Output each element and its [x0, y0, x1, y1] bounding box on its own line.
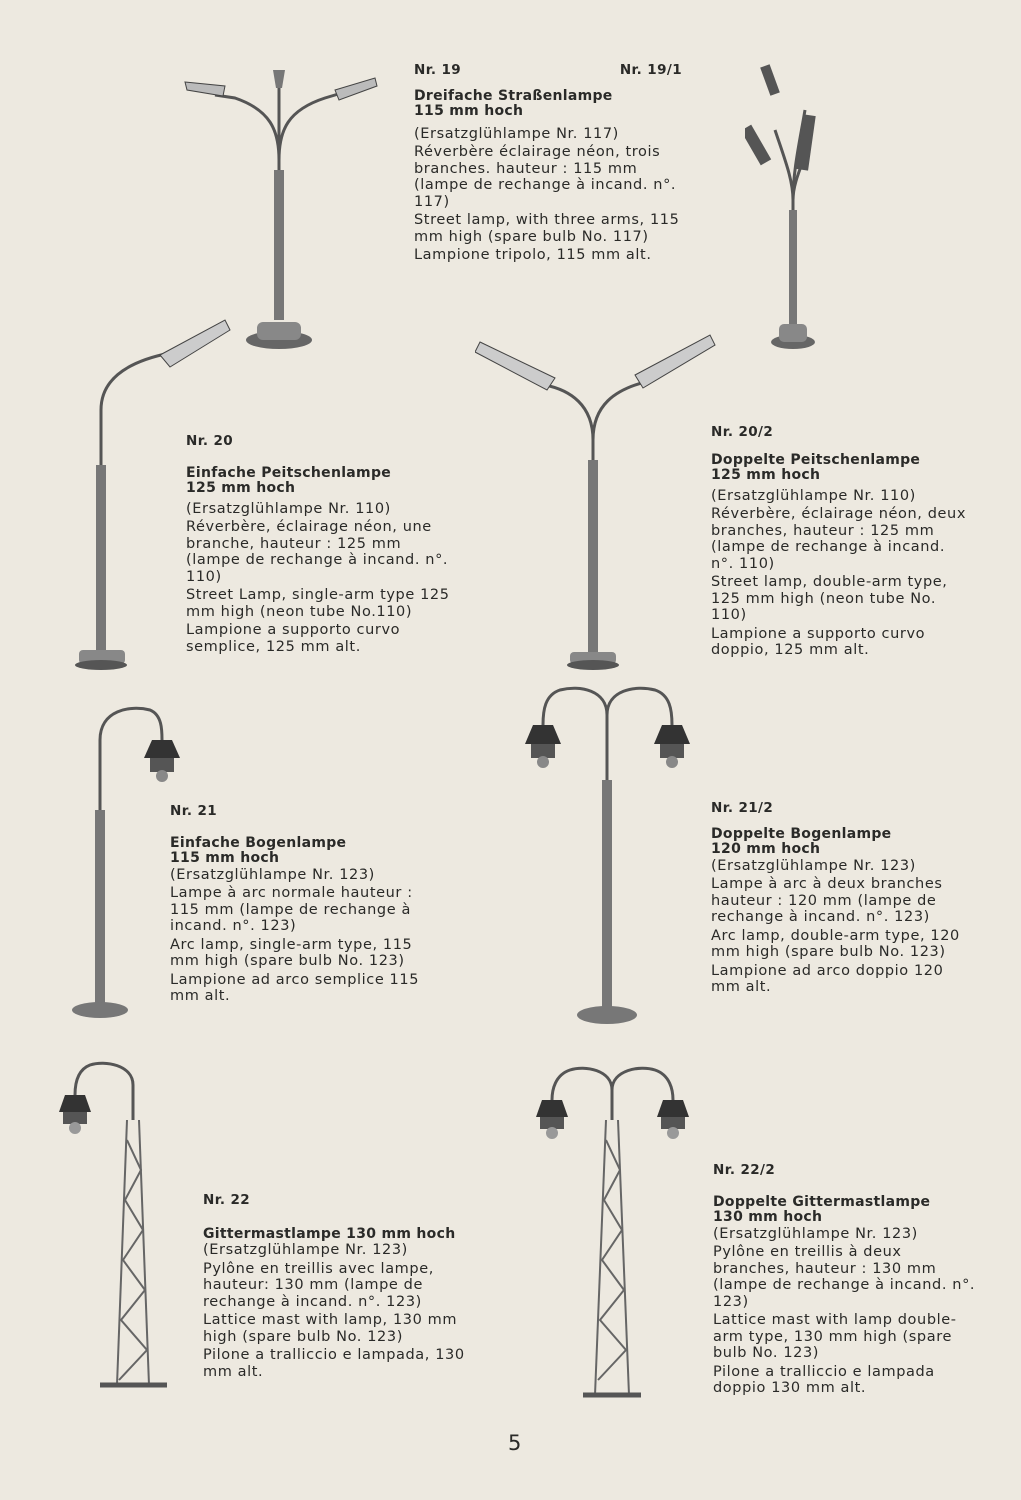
item-20-2-description [711, 424, 971, 661]
item-21-number: Nr. 21 [170, 803, 218, 819]
item-22-title: Gittermastlampe 130 mm hoch [203, 1225, 456, 1242]
item-20-italian: Lampione a supporto curvo semplice, 125 mm alt. [186, 622, 401, 655]
lamp-19-1-illustration [745, 60, 840, 355]
item-19-numbers [414, 62, 682, 79]
item-22-2-title: Doppelte Gittermastlampe [713, 1193, 931, 1210]
item-21-2-french: Lampe à arc à deux branches hauteur : 120 mm (lampe de rechange à incand. n°. 123) [711, 876, 943, 925]
item-22-2-italian: Pilone a tralliccio e lampada doppio 130 mm alt. [713, 1363, 935, 1396]
item-20-2-height: 125 mm hoch [711, 467, 821, 483]
item-22-number: Nr. 22 [203, 1192, 251, 1208]
item-19-number: Nr. 19 [414, 62, 462, 78]
item-21-height: 115 mm hoch [170, 850, 280, 866]
item-20-2-title: Doppelte Peitschenlampe [711, 451, 921, 468]
lamp-22-illustration [55, 1060, 190, 1410]
item-21-english: Arc lamp, single-arm type, 115 mm high (spare bulb No. 123) [170, 936, 413, 969]
lamp-19-illustration [175, 60, 390, 355]
item-19-italian: Lampione tripolo, 115 mm alt. [414, 247, 652, 263]
item-21-french: Lampe à arc normale hauteur : 115 mm (lampe de rechange à incand. n°. 123) [170, 885, 413, 934]
item-19-french: Réverbère éclairage néon, trois branches. hauteur : 115 mm (lampe de rechange à incand. n°. 117) [414, 144, 677, 210]
item-22-english: Lattice mast with lamp, 130 mm high (spare bulb No. 123) [203, 1312, 458, 1345]
item-21-italian: Lampione ad arco semplice 115 mm alt. [170, 971, 420, 1004]
item-22-2-german: (Ersatzglühlampe Nr. 123) [713, 1225, 918, 1242]
item-19-1-number: Nr. 19/1 [619, 62, 682, 78]
item-20-2-italian: Lampione a supporto curvo doppio, 125 mm alt. [711, 625, 926, 658]
item-20-english: Street Lamp, single-arm type 125 mm high (neon tube No.110) [186, 587, 450, 620]
item-19-english: Street lamp, with three arms, 115 mm high (spare bulb No. 117) [414, 212, 680, 245]
item-21-2-description [711, 800, 976, 998]
item-20-2-english: Street lamp, double-arm type, 125 mm high (neon tube No. 110) [711, 574, 948, 623]
item-22-2-french: Pylône en treillis à deux branches, hauteur : 130 mm (lampe de rechange à incand. n°. 123) [713, 1244, 976, 1310]
item-20-height: 125 mm hoch [186, 480, 296, 496]
item-22-2-english: Lattice mast with lamp double-arm type, 130 mm high (spare bulb No. 123) [713, 1312, 957, 1361]
item-20-german: (Ersatzglühlampe Nr. 110) [186, 500, 391, 517]
item-19-description [414, 62, 689, 266]
lamp-21-illustration [70, 700, 185, 1025]
item-22-german: (Ersatzglühlampe Nr. 123) [203, 1242, 408, 1258]
lamp-20-2-illustration [475, 330, 720, 670]
item-19-german: (Ersatzglühlampe Nr. 117) [414, 125, 619, 142]
item-20-2-number: Nr. 20/2 [711, 424, 774, 440]
item-19-title: Dreifache Straßenlampe [414, 87, 613, 104]
item-22-french: Pylône en treillis avec lampe, hauteur: 130 mm (lampe de rechange à incand. n°. 123) [203, 1260, 434, 1310]
item-22-italian: Pilone a tralliccio e lampada, 130 mm alt. [203, 1347, 465, 1380]
item-20-number: Nr. 20 [186, 433, 234, 449]
item-21-german: (Ersatzglühlampe Nr. 123) [170, 866, 375, 883]
item-22-description [203, 1192, 468, 1382]
item-22-2-number: Nr. 22/2 [713, 1162, 776, 1178]
item-19-height: 115 mm hoch [414, 103, 524, 119]
item-21-2-title: Doppelte Bogenlampe [711, 825, 892, 842]
lamp-21-2-illustration [515, 680, 700, 1030]
item-22-2-height: 130 mm hoch [713, 1209, 823, 1225]
item-20-title: Einfache Peitschenlampe [186, 464, 392, 481]
item-22-2-description [713, 1162, 978, 1399]
item-21-2-number: Nr. 21/2 [711, 800, 774, 816]
item-21-description [170, 803, 430, 1007]
item-20-2-french: Réverbère, éclairage néon, deux branches, hauteur : 125 mm (lampe de rechange à incand. n°. 110) [711, 506, 967, 572]
item-21-2-german: (Ersatzglühlampe Nr. 123) [711, 857, 916, 874]
page-number: 5 [508, 1431, 522, 1455]
item-20-description [186, 433, 456, 657]
item-20-french: Réverbère, éclairage néon, une branche, hauteur : 125 mm (lampe de rechange à incand. n°. 110) [186, 519, 449, 585]
lamp-22-2-illustration [525, 1065, 700, 1415]
item-20-2-german: (Ersatzglühlampe Nr. 110) [711, 487, 916, 504]
item-21-2-english: Arc lamp, double-arm type, 120 mm high (spare bulb No. 123) [711, 927, 960, 960]
item-21-title: Einfache Bogenlampe [170, 834, 347, 851]
item-21-2-height: 120 mm hoch [711, 841, 821, 857]
item-21-2-italian: Lampione ad arco doppio 120 mm alt. [711, 962, 944, 995]
